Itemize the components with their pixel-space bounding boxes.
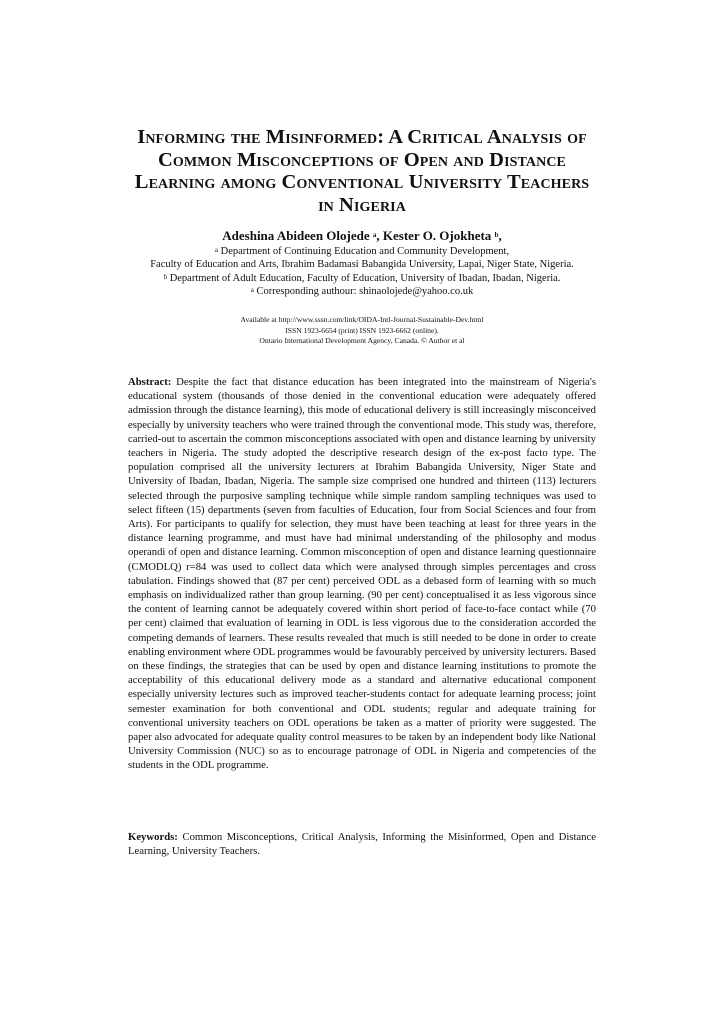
keywords-label: Keywords: [128, 831, 178, 843]
abstract [128, 375, 596, 773]
keywords-text: Common Misconceptions, Critical Analysis, Informing the Misinformed, Open and Distance Learning, University Teachers. [128, 831, 596, 858]
corresponding-author [60, 285, 664, 298]
affiliation-marker: b [163, 272, 168, 281]
affiliation-marker: a [250, 285, 254, 294]
author-affiliation-marker: b [494, 231, 499, 239]
keywords [128, 830, 596, 858]
title-line: Learning among Conventional University Teachers [134, 171, 590, 193]
affiliation-b [60, 272, 664, 285]
issn-line: ISSN 1923-6654 (print) ISSN 1923-6662 (online). [285, 325, 439, 335]
corresponding-author-text: Corresponding authour: shinaolojede@yahoo.co.uk [256, 285, 474, 297]
title-line: Informing the Misinformed: A Critical Analysis of [137, 126, 587, 148]
publication-info [120, 315, 604, 347]
abstract-label: Abstract: [128, 376, 172, 388]
abstract-text: Despite the fact that distance education has been integrated into the mainstream of Nigeria's educational system (thousands of those denied in the conventional education were adequately offered admission through the distance learning), this mode of educational delivery is still increasingly misconceived especially by university teachers who were trained through the conventional mode. This study was, therefore, carried-out to ascertain the common misconceptions associated with open and distance learning by university teachers in Nigeria. The study adopted the descriptive research design of the ex-post facto type. The population comprised all the university lecturers at Ibrahim Babangida University, Niger State and University of Ibadan, Ibadan, Nigeria. The sample size comprised one hundred and thirteen (113) lecturers selected through the purposive sampling technique while simple random sampling techniques was used to select fifteen (15) departments (seven from faculties of Education, four from Social Sciences and four from Arts). For participants to qualify for selection, they must have been teaching at least for three years in the distance learning programme, and must have had minimal understanding of the philosophy and modus operandi of open and distance learning. Common misconception of open and distance learning questionnaire (CMODLQ) r=84 was used to collect data which were analysed through simples percentages and cross tabulation. Findings showed that (87 per cent) perceived ODL as a debased form of learning with so much emphasis on individualized rather than group learning. (90 per cent) conceptualised it as less vigorous since the content of learning cannot be adequately covered within short period of face-to-face contact while (70 per cent) claimed that evaluation of learning in ODL is less vigorous due to the consideration accorded the competing demands of learners. These results revealed that much is still needed to be done in order to create enabling environment where ODL programmes would be favourably perceived by university lecturers. Based on these findings, the strategies that can be used by open and distance learning institutions to promote the acceptability of this educational delivery mode as a standard and alternative educational component especially university lectures such as improved teacher-students contact for adequate learning process; joint semester examination for both conventional and ODL students; regular and adequate training for conventional university teachers on ODL operations be taken as a matter of priority were suggested. The paper also advocated for adequate quality control measures to be taken by an independent body like National University Commission (NUC) so as to encourage patronage of ODL in Nigeria and competencies of the students in the ODL programme. [128, 376, 597, 772]
author-name: Adeshina Abideen Olojede [222, 228, 370, 243]
title-line: Common Misconceptions of Open and Distance [158, 148, 566, 171]
affiliations [60, 245, 664, 298]
publisher-line: Ontario International Development Agency, Canada. © Author et al [259, 336, 465, 346]
paper-title [60, 126, 664, 216]
author-list: Adeshina Abideen Olojede $^a$, Kester O. Ojokheta $^b$, [222, 228, 502, 243]
affiliation-text: Department of Adult Education, Faculty of Education, University of Ibadan, Ibadan, Nigeria. [169, 272, 561, 284]
affiliation-marker: a [214, 246, 219, 254]
affiliation-a-line2: Faculty of Education and Arts, Ibrahim Badamasi Babangida University, Lapai, Niger State, Nigeria. [150, 259, 574, 271]
availability-line: Available at http://www.sssn.com/link/OIDA-Intl-Journal-Sustainable-Dev.html [240, 315, 484, 324]
author-name: Kester O. Ojokheta [382, 228, 492, 243]
affiliation-a-line1 [60, 245, 664, 258]
title-line: in Nigeria [318, 193, 406, 216]
affiliation-text: Department of Continuing Education and Community Development, [220, 246, 510, 257]
author-affiliation-marker: a [372, 231, 377, 239]
